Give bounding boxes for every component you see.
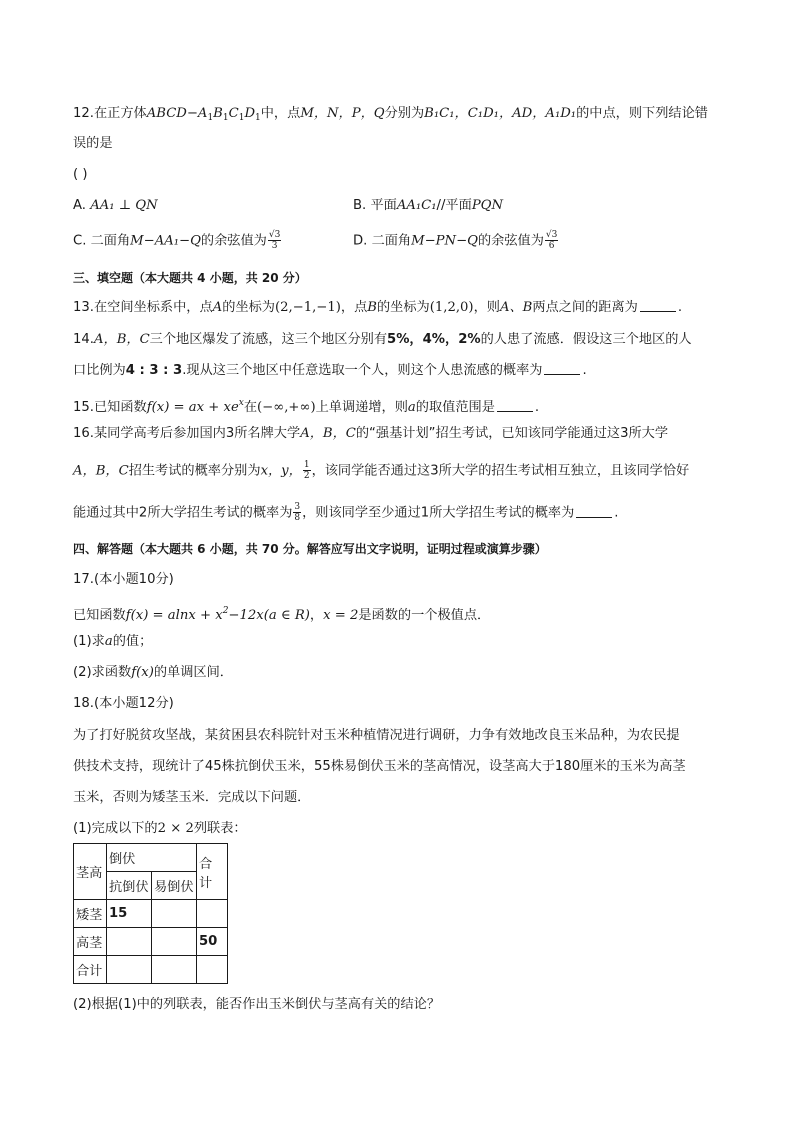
table-cell[interactable]	[197, 900, 228, 928]
table-cell[interactable]	[152, 956, 197, 984]
table-header-stem: 茎高	[74, 844, 107, 900]
q12-option-c: C. 二面角M−AA₁−Q的余弦值为 $\frac{√3}{3}$	[73, 230, 281, 251]
q12-answer-paren: ( )	[73, 167, 88, 182]
q12-points: M，N，P，Q	[300, 106, 385, 121]
q15: 15.已知函数f(x) = ax + $xe^x$在(−∞,+∞)上单调递增，则a的取值范围是 .	[73, 398, 540, 415]
table-cell[interactable]	[197, 956, 228, 984]
answer-blank[interactable]	[497, 399, 533, 412]
q13: 13.在空间坐标系中，点A的坐标为(2,−1,−1)，点B的坐标为(1,2,0)，则A、B两点之间的距离为 .	[73, 300, 683, 315]
q12-option-b: B. 平面AA₁C₁//平面PQN	[353, 198, 504, 213]
q18-heading: 18.(本小题12分)	[73, 696, 174, 711]
q12-line2: 误的是	[73, 136, 113, 151]
q18-part2: (2)根据(1)中的列联表，能否作出玉米倒伏与茎高有关的结论？	[73, 997, 441, 1012]
q17-part2: (2)求函数f(x)的单调区间．	[73, 665, 233, 680]
q12-option-d: D. 二面角M−PN−Q的余弦值为 $\frac{√3}{6}$	[353, 230, 558, 251]
q18-part1: (1)完成以下的2 × 2列联表：	[73, 821, 247, 836]
table-cell[interactable]	[107, 928, 152, 956]
contingency-table	[73, 843, 228, 984]
table-cell[interactable]	[107, 956, 152, 984]
q12-line1	[73, 104, 708, 128]
table-header-resistant: 抗倒伏	[107, 872, 152, 900]
fraction: $\frac{√3}{6}$	[545, 230, 558, 251]
q12-text-c: 分别为	[384, 106, 425, 121]
q17-stem: 已知函数$f(x) = alnx + x^2-12x(a$ ∈ R)，x = 2是函数的一个极值点．	[73, 606, 491, 623]
fraction: $\frac{1}{2}$	[303, 460, 310, 481]
q18-stem-line1: 为了打好脱贫攻坚战，某贫困县农科院针对玉米种植情况进行调研，力争有效地改良玉米品种，为农民提	[73, 728, 680, 743]
fraction: $\frac{√3}{3}$	[268, 230, 281, 251]
table-cell[interactable]	[152, 928, 197, 956]
table-row-sum: 合计	[74, 956, 107, 984]
q16-line1: 16.某同学高考后参加国内3所名牌大学A，B，C的“强基计划”招生考试，已知该同学能通过这3所大学	[73, 426, 669, 441]
q16-line3: 能通过其中2所大学招生考试的概率为 $\frac{3}{8}$ ，则该同学至少通过1所大学招生考试的概率为 .	[73, 502, 619, 523]
answer-blank[interactable]	[640, 299, 676, 312]
table-row-short: 矮茎	[74, 900, 107, 928]
table-header-total: 合计	[197, 844, 228, 900]
fraction: $\frac{3}{8}$	[294, 502, 301, 523]
table-cell-tall-total: 50	[197, 928, 228, 956]
q16-line2: A，B，C招生考试的概率分别为x，y， $\frac{1}{2}$ ，该同学能否通过这3所大学的招生考试相互独立，且该同学恰好	[73, 460, 690, 481]
q12-text-b: 中，点	[260, 106, 301, 121]
table-header-prone: 易倒伏	[152, 872, 197, 900]
table-header-lodging: 倒伏	[107, 844, 197, 872]
table-cell-short-resistant: 15	[107, 900, 152, 928]
q12-text: 12.在正方体	[73, 106, 147, 121]
q17-heading: 17.(本小题10分)	[73, 572, 174, 587]
q12-text-d: 的中点，则下列结论错	[576, 106, 708, 121]
q12-midpoints: B₁C₁，C₁D₁，AD，A₁D₁	[424, 106, 577, 121]
section-4-heading: 四、解答题（本大题共 6 小题，共 70 分。解答应写出文字说明，证明过程或演算步骤）	[73, 542, 547, 556]
q18-stem-line2: 供技术支持，现统计了45株抗倒伏玉米，55株易倒伏玉米的茎高情况，设茎高大于180厘米的玉米为高茎	[73, 759, 686, 774]
q14-line2: 口比例为4 : 3 : 3.现从这三个地区中任意选取一个人，则这个人患流感的概率为 .	[73, 363, 587, 378]
q17-part1: (1)求a的值；	[73, 634, 153, 649]
answer-blank[interactable]	[544, 362, 580, 375]
section-3-heading: 三、填空题（本大题共 4 小题，共 20 分）	[73, 271, 307, 285]
q14-line1: 14.A，B，C三个地区爆发了流感，这三个地区分别有5%，4%，2%的人患了流感．假设这三个地区的人	[73, 332, 692, 347]
answer-blank[interactable]	[576, 505, 612, 518]
table-cell[interactable]	[152, 900, 197, 928]
q18-stem-line3: 玉米，否则为矮茎玉米．完成以下问题．	[73, 790, 311, 805]
table-row-tall: 高茎	[74, 928, 107, 956]
q12-cube: $ABCD-A_1B_1C_1D_1$	[146, 106, 261, 123]
q12-option-a: A. AA₁ ⊥ QN	[73, 198, 158, 213]
